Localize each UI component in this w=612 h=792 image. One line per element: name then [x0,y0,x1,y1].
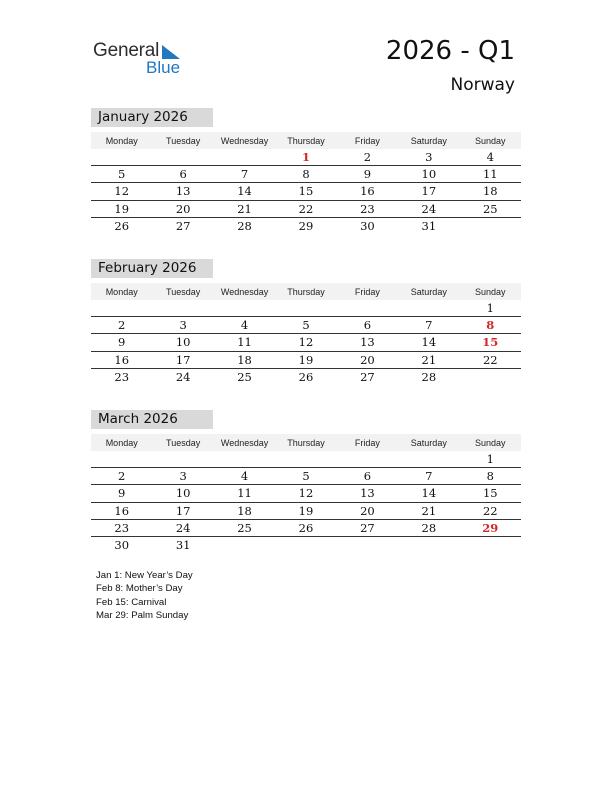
empty-day-cell [152,149,213,166]
weekday-header: Wednesday [214,132,275,149]
day-cell: 18 [214,502,275,519]
empty-day-cell [214,536,275,553]
calendar-body [91,149,521,234]
day-cell: 30 [360,218,375,233]
day-cell: 15 [460,334,521,351]
day-cell: 10 [152,334,213,351]
day-cell: 5 [91,166,152,183]
day-cell: 25 [237,369,252,384]
day-cell: 14 [214,183,275,200]
day-cell: 4 [214,317,275,334]
day-cell: 20 [337,351,398,368]
weekday-header: Thursday [275,434,336,451]
day-cell: 13 [152,183,213,200]
day-cell: 25 [460,200,521,217]
calendar-table [91,434,521,553]
weekday-header: Monday [91,132,152,149]
day-cell: 8 [460,468,521,485]
day-cell: 16 [337,183,398,200]
day-cell: 21 [398,351,459,368]
holiday-note: Jan 1: New Year’s Day [96,570,193,581]
day-cell: 6 [337,317,398,334]
week-row [91,536,521,553]
week-row [91,149,521,166]
week-row [91,166,521,183]
brand-name-general: General [93,40,160,61]
empty-day-cell [398,451,459,468]
day-cell: 1 [275,149,336,166]
month-title: March 2026 [91,410,213,429]
weekday-header: Saturday [398,434,459,451]
day-cell: 16 [91,351,152,368]
week-row [91,485,521,502]
week-row [91,502,521,519]
empty-day-cell [152,451,213,468]
day-cell: 28 [237,218,252,233]
brand-name-blue: Blue [146,58,181,77]
day-cell: 26 [114,218,130,233]
day-cell: 11 [214,334,275,351]
week-row [91,217,521,234]
month-title: January 2026 [91,108,213,127]
empty-day-cell [398,300,459,317]
day-cell: 12 [91,183,152,200]
week-row [91,200,521,217]
day-cell: 1 [460,451,521,468]
day-cell: 24 [152,519,213,536]
day-cell: 10 [398,166,459,183]
day-cell: 2 [91,317,152,334]
day-cell: 30 [114,538,130,553]
weekday-header: Tuesday [152,132,213,149]
weekday-header: Sunday [460,434,521,451]
day-cell: 29 [460,519,521,536]
day-cell: 23 [91,519,152,536]
day-cell: 8 [275,166,336,183]
day-cell: 5 [275,317,336,334]
empty-day-cell [152,300,213,317]
weekday-header: Thursday [275,132,336,149]
day-cell: 14 [398,485,459,502]
holiday-note: Mar 29: Palm Sunday [96,610,189,622]
day-cell: 4 [214,468,275,485]
day-cell: 17 [152,351,213,368]
empty-day-cell [337,536,398,553]
day-cell: 17 [398,183,459,200]
calendar-body [91,300,521,385]
day-cell: 3 [398,149,459,166]
day-cell: 23 [114,369,130,384]
empty-day-cell [460,368,521,385]
weekday-header: Thursday [275,283,336,300]
day-cell: 6 [152,166,213,183]
weekday-header: Tuesday [152,283,213,300]
week-row [91,368,521,385]
holiday-note: Feb 8: Mother’s Day [96,583,183,595]
day-cell: 26 [298,369,314,384]
day-cell: 27 [175,218,191,233]
week-row [91,317,521,334]
day-cell: 6 [337,468,398,485]
day-cell: 13 [337,334,398,351]
week-row [91,183,521,200]
day-cell: 19 [275,351,336,368]
weekday-header: Wednesday [214,434,275,451]
weekday-header: Tuesday [152,434,213,451]
week-row [91,334,521,351]
weekday-header: Monday [91,434,152,451]
empty-day-cell [214,451,275,468]
day-cell: 22 [460,502,521,519]
day-cell: 23 [337,200,398,217]
month-block-january [91,108,521,234]
weekday-header: Sunday [460,283,521,300]
day-cell: 7 [398,317,459,334]
day-cell: 11 [214,485,275,502]
day-cell: 28 [398,519,459,536]
day-cell: 20 [152,200,213,217]
day-cell: 7 [398,468,459,485]
day-cell: 11 [460,166,521,183]
calendar-table [91,283,521,385]
week-row [91,468,521,485]
day-cell: 20 [337,502,398,519]
empty-day-cell [337,451,398,468]
day-cell: 12 [275,334,336,351]
day-cell: 3 [152,468,213,485]
day-cell: 7 [214,166,275,183]
week-row [91,300,521,317]
day-cell: 15 [460,485,521,502]
holiday-notes [96,569,193,623]
weekday-header: Friday [337,283,398,300]
day-cell: 22 [460,351,521,368]
day-cell: 31 [421,218,437,233]
day-cell: 31 [175,538,191,553]
day-cell: 18 [460,183,521,200]
weekday-header: Friday [337,434,398,451]
day-cell: 8 [460,317,521,334]
empty-day-cell [91,149,152,166]
day-cell: 22 [275,200,336,217]
empty-day-cell [275,451,336,468]
week-row [91,519,521,536]
month-block-march [91,410,521,553]
day-cell: 9 [91,334,152,351]
day-cell: 21 [398,502,459,519]
day-cell: 28 [421,369,437,384]
weekday-header-row [91,132,521,149]
day-cell: 24 [398,200,459,217]
day-cell: 14 [398,334,459,351]
country-name: Norway [450,75,515,95]
month-title: February 2026 [91,259,213,278]
day-cell: 2 [91,468,152,485]
calendar-table [91,132,521,234]
weekday-header: Saturday [398,283,459,300]
day-cell: 29 [298,218,314,233]
day-cell: 18 [214,351,275,368]
day-cell: 27 [360,369,375,384]
day-cell: 21 [214,200,275,217]
empty-day-cell [214,300,275,317]
day-cell: 26 [275,519,336,536]
empty-day-cell [91,300,152,317]
day-cell: 9 [337,166,398,183]
day-cell: 25 [214,519,275,536]
month-block-february [91,259,521,385]
weekday-header: Sunday [460,132,521,149]
day-cell: 16 [91,502,152,519]
empty-day-cell [214,149,275,166]
empty-day-cell [91,451,152,468]
brand-logo [93,40,193,80]
day-cell: 3 [152,317,213,334]
day-cell: 1 [460,300,521,317]
day-cell: 15 [275,183,336,200]
day-cell: 19 [275,502,336,519]
weekday-header: Monday [91,283,152,300]
weekday-header-row [91,283,521,300]
day-cell: 12 [275,485,336,502]
day-cell: 2 [337,149,398,166]
day-cell: 17 [152,502,213,519]
day-cell: 4 [460,149,521,166]
empty-day-cell [275,536,336,553]
empty-day-cell [460,536,521,553]
day-cell: 13 [337,485,398,502]
page-title: 2026 - Q1 [385,36,515,66]
empty-day-cell [398,536,459,553]
day-cell: 24 [175,369,191,384]
week-row [91,351,521,368]
day-cell: 9 [91,485,152,502]
weekday-header: Wednesday [214,283,275,300]
empty-day-cell [460,217,521,234]
day-cell: 5 [275,468,336,485]
week-row [91,451,521,468]
weekday-header-row [91,434,521,451]
weekday-header: Saturday [398,132,459,149]
calendar-body [91,451,521,553]
day-cell: 10 [152,485,213,502]
empty-day-cell [275,300,336,317]
weekday-header: Friday [337,132,398,149]
day-cell: 19 [91,200,152,217]
holiday-note: Feb 15: Carnival [96,596,167,608]
day-cell: 27 [337,519,398,536]
empty-day-cell [337,300,398,317]
